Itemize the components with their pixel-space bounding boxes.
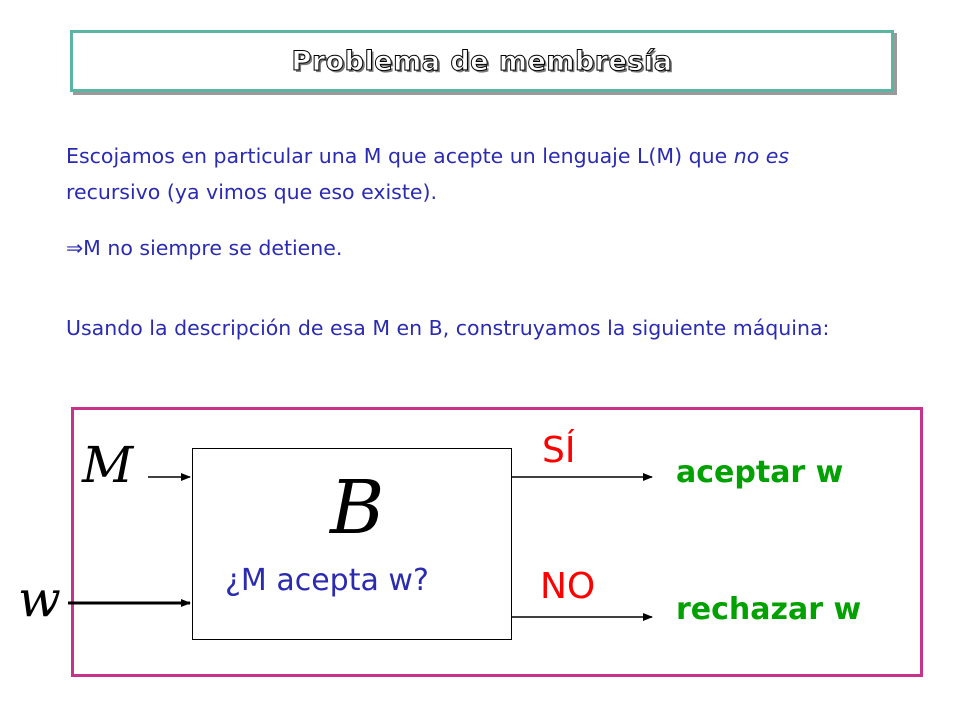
slide-title: Problema de membresía	[291, 45, 673, 77]
paragraph-intro-italic: no es	[733, 144, 790, 168]
input-w-label: w	[18, 570, 61, 628]
input-M-label: M	[82, 436, 134, 494]
paragraph-intro-before: Escojamos en particular una M que acepte un lenguaje L(M) que	[66, 144, 734, 168]
paragraph-construction: Usando la descripción de esa M en B, construyamos la siguiente máquina:	[66, 316, 830, 340]
machine-question: ¿M acepta w?	[225, 563, 429, 598]
yes-label: SÍ	[542, 430, 576, 471]
accept-label: aceptar w	[676, 455, 844, 490]
no-label: NO	[540, 566, 596, 607]
paragraph-implication: ⇒M no siempre se detiene.	[66, 236, 343, 260]
paragraph-intro-after: recursivo (ya vimos que eso existe).	[66, 180, 438, 204]
machine-B-label: B	[330, 465, 385, 551]
reject-label: rechazar w	[676, 592, 862, 627]
